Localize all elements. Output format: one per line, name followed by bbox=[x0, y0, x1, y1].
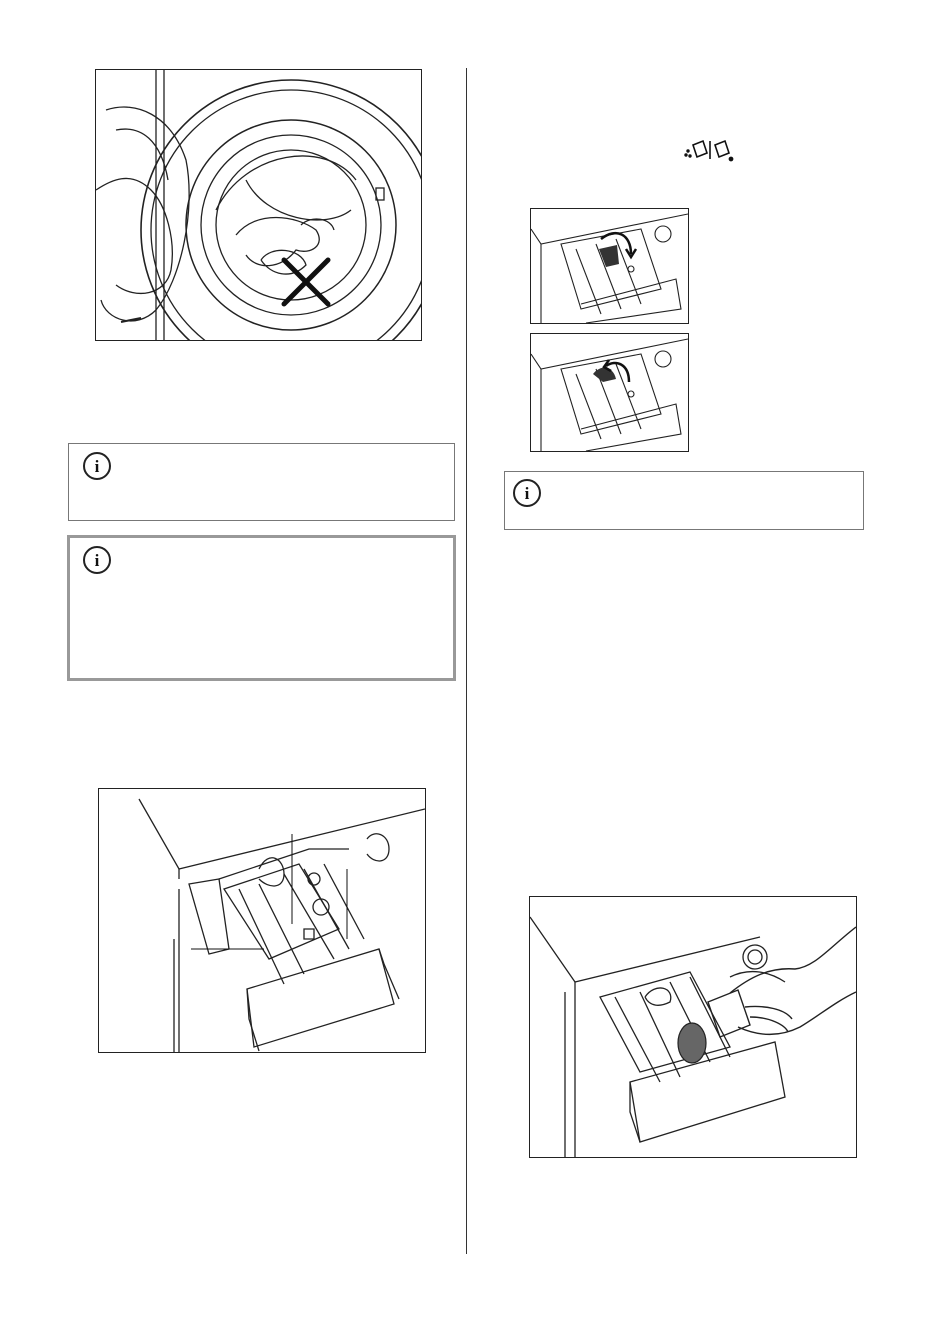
info-icon: i bbox=[513, 479, 541, 507]
flap-down-illustration bbox=[531, 209, 688, 323]
info-icon: i bbox=[83, 546, 111, 574]
no-cross-icon bbox=[284, 260, 328, 304]
drawer-illustration bbox=[99, 789, 425, 1052]
drum-illustration bbox=[96, 70, 421, 340]
pouring-illustration bbox=[530, 897, 856, 1157]
flap-up-illustration bbox=[531, 334, 688, 451]
figure-drum-loading bbox=[95, 69, 422, 341]
figure-flap-down bbox=[530, 208, 689, 324]
powder-liquid-icon bbox=[683, 137, 735, 163]
callout-line-icon bbox=[191, 834, 347, 949]
info-icon: i bbox=[83, 452, 111, 480]
note-box-3 bbox=[504, 471, 864, 530]
figure-dispenser-drawer bbox=[98, 788, 426, 1053]
column-divider bbox=[466, 68, 467, 1254]
hand-cup-icon bbox=[708, 927, 856, 1037]
figure-pouring-liquid bbox=[529, 896, 857, 1158]
detergent-mode-symbol bbox=[683, 137, 735, 163]
note-box-2 bbox=[67, 535, 456, 681]
note-box-1 bbox=[68, 443, 455, 521]
figure-flap-up bbox=[530, 333, 689, 452]
